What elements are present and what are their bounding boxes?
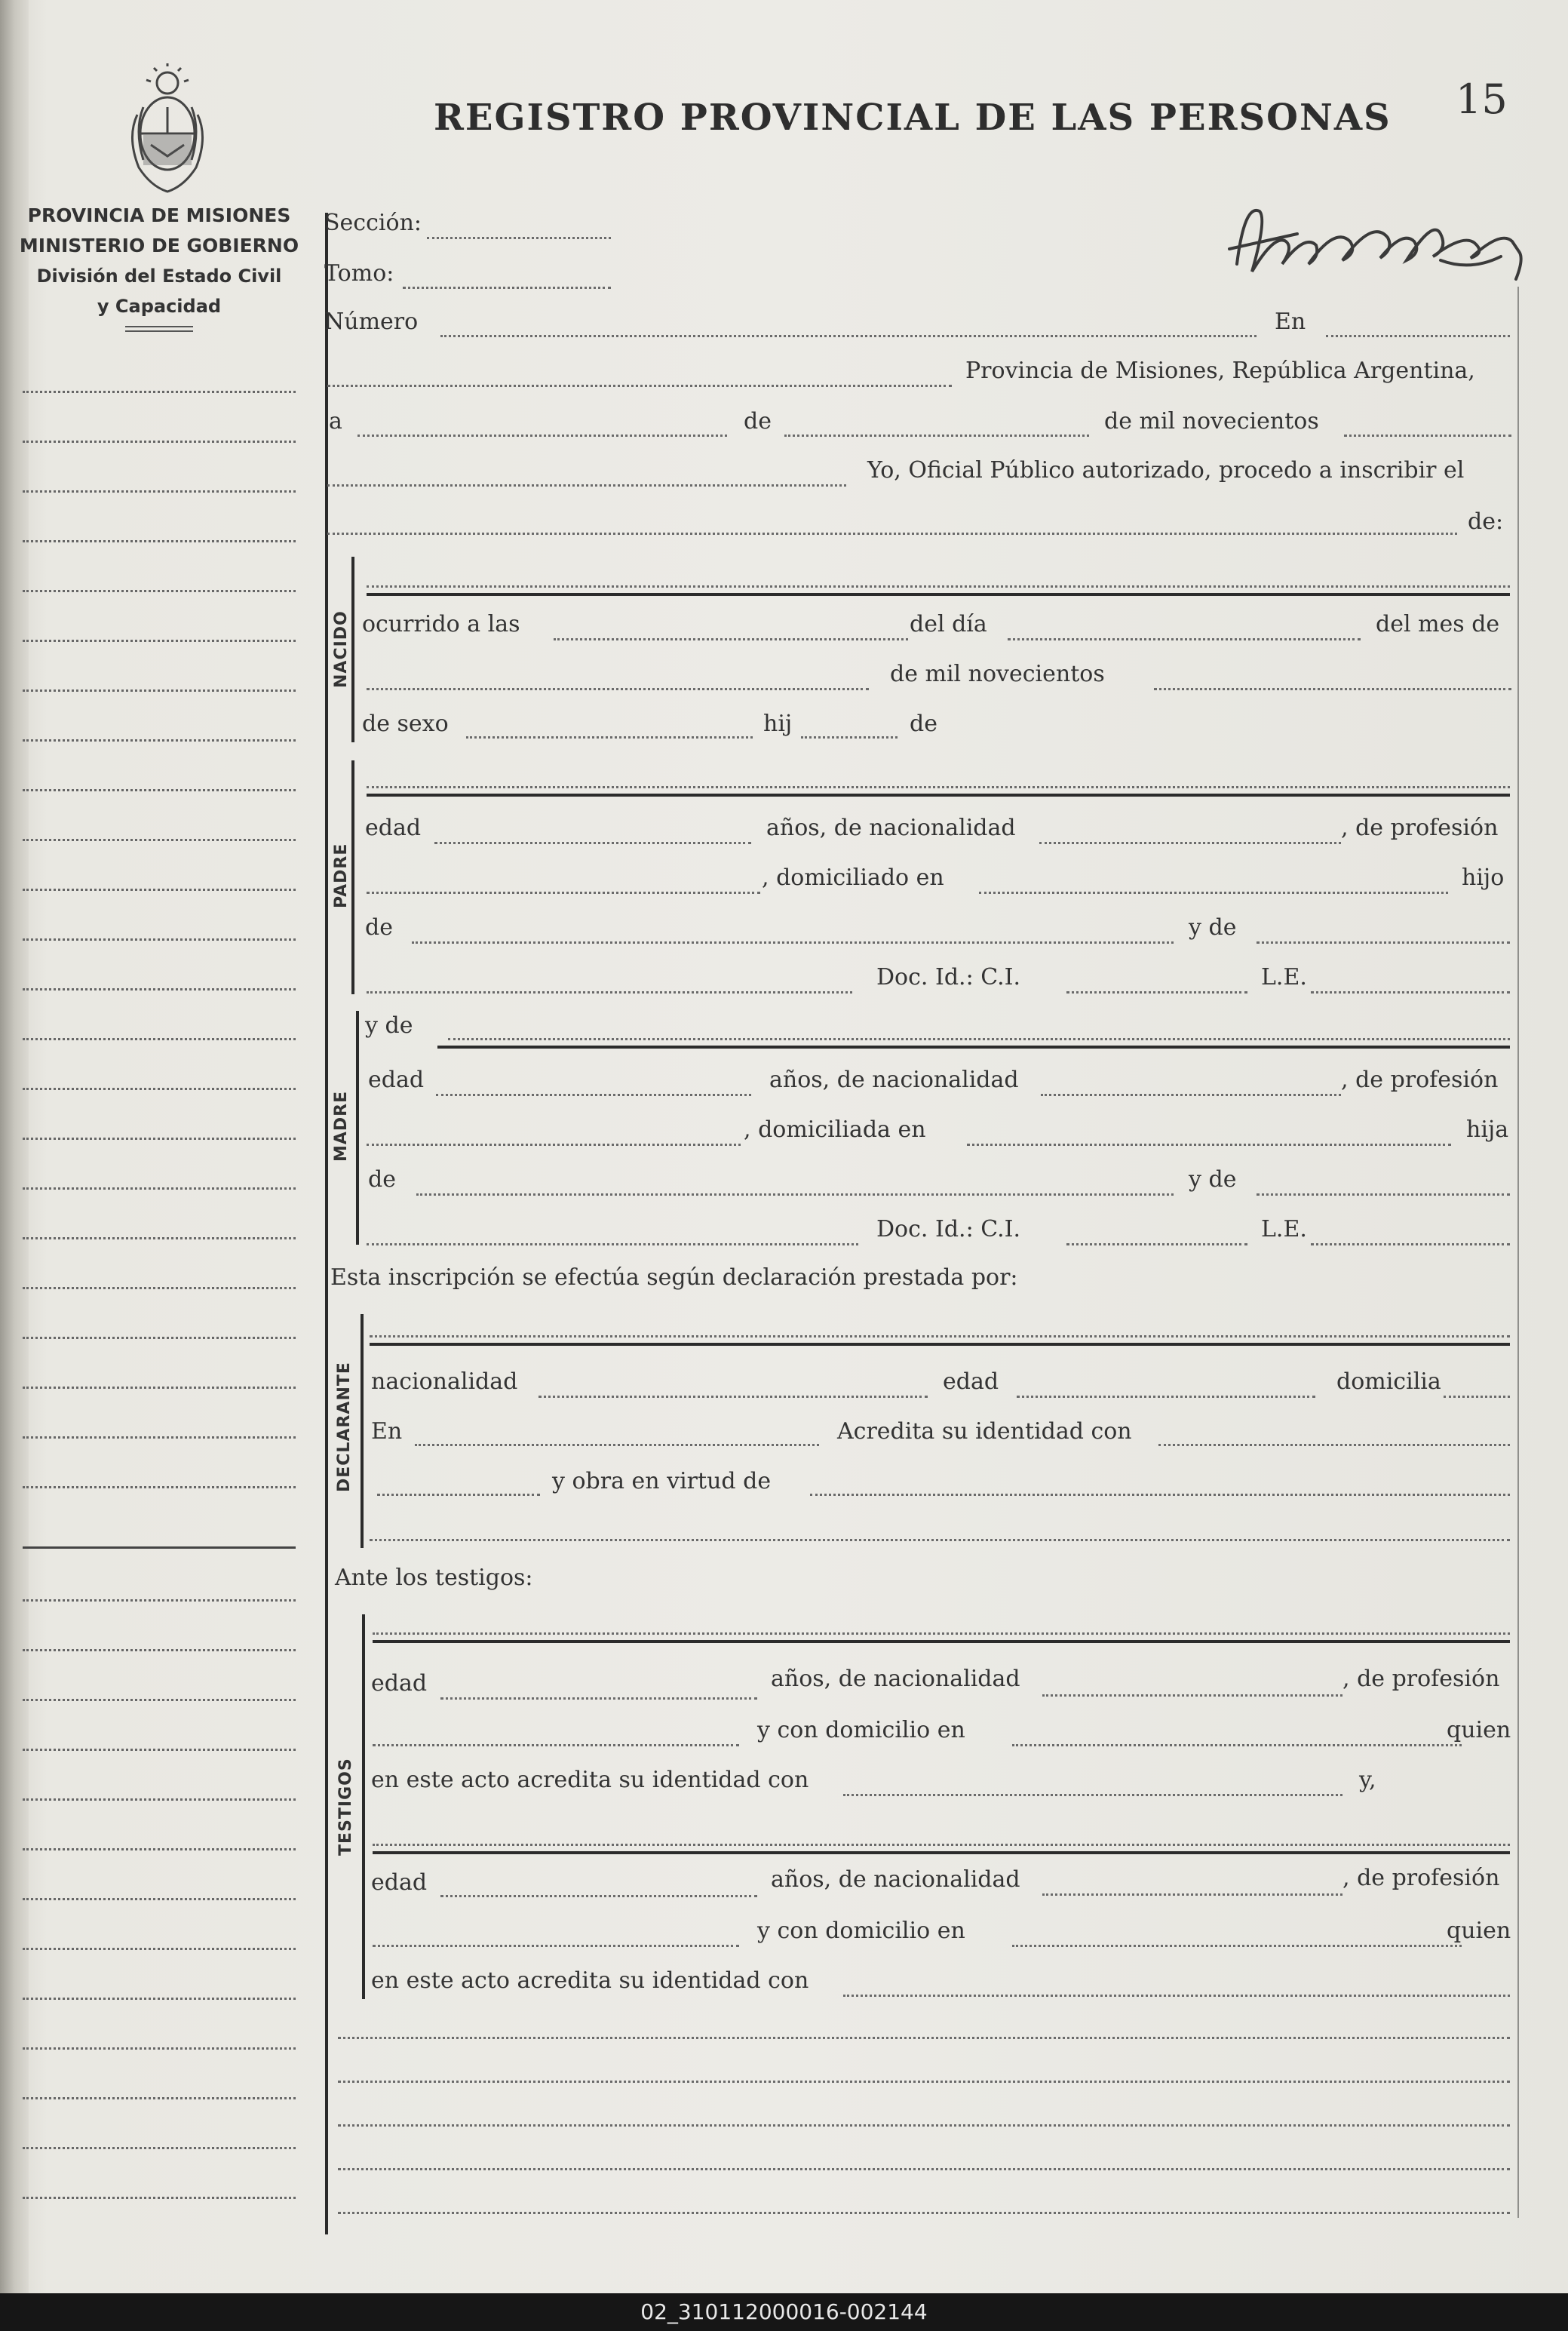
madre-domicilio-label: , domiciliada en	[744, 1116, 926, 1143]
nacido-rule	[367, 593, 1510, 596]
de-mil-novecientos-label: de mil novecientos	[1104, 408, 1319, 435]
scan-identifier: 02_310112000016-002144	[0, 2293, 1568, 2331]
madre-le-field[interactable]	[1311, 1243, 1510, 1245]
testigo2-domicilio-label: y con domicilio en	[757, 1918, 965, 1944]
margin-line	[23, 1798, 296, 1801]
padre-madre-field[interactable]	[1257, 941, 1510, 944]
margin-line	[23, 1898, 296, 1900]
tomo-label: Tomo:	[324, 260, 394, 287]
numero-field[interactable]	[440, 335, 1257, 337]
madre-profesion-label: , de profesión	[1341, 1067, 1499, 1093]
nacimiento-dia-field[interactable]	[1008, 638, 1361, 640]
observaciones-line[interactable]	[338, 2124, 1510, 2127]
padre-section-label: PADRE	[332, 843, 351, 908]
observaciones-line[interactable]	[338, 2212, 1510, 2214]
seccion-label: Sección:	[324, 210, 422, 236]
padre-profesion-field[interactable]	[367, 892, 760, 894]
margin-line	[23, 1088, 296, 1090]
testigo1-edad-field[interactable]	[440, 1697, 757, 1700]
declarante-doc-field-2[interactable]	[377, 1494, 540, 1496]
provincia-label: Provincia de Misiones, República Argentina,	[965, 358, 1475, 384]
esta-inscripcion-label: Esta inscripción se efectúa según declaración prestada por:	[330, 1264, 1018, 1291]
margin-line	[23, 739, 296, 742]
padre-domicilio-field[interactable]	[979, 892, 1448, 894]
padre-doc-field[interactable]	[367, 991, 852, 994]
margin-line	[23, 1599, 296, 1602]
del-mes-label: del mes de	[1376, 611, 1500, 637]
office-line-3: División del Estado Civil	[36, 266, 282, 287]
de-colon-label: de:	[1468, 508, 1504, 535]
office-rule	[125, 326, 193, 332]
padre-ci-field[interactable]	[1066, 991, 1247, 994]
testigo1-profesion-field[interactable]	[373, 1744, 739, 1746]
testigo2-profesion-label: , de profesión	[1342, 1865, 1500, 1891]
declarante-section-label: DECLARANTE	[335, 1362, 354, 1492]
madre-ci-field[interactable]	[1066, 1243, 1247, 1245]
padre-edad-field[interactable]	[434, 842, 751, 844]
observaciones-line[interactable]	[338, 2081, 1510, 2083]
main-vertical-rule	[325, 213, 328, 2234]
lugar-field[interactable]	[327, 385, 952, 387]
madre-nacionalidad-field[interactable]	[1041, 1094, 1341, 1096]
hija-label: hija	[1466, 1116, 1509, 1143]
testigo1-domicilio-label: y con domicilio en	[757, 1717, 965, 1743]
margin-line	[23, 1138, 296, 1140]
del-dia-label: del día	[910, 611, 987, 637]
madre-y-de2-label: y de	[1189, 1166, 1237, 1193]
padre-nacionalidad-field[interactable]	[1039, 842, 1341, 844]
testigo1-rule	[373, 1640, 1510, 1643]
coat-of-arms-icon	[121, 62, 214, 198]
declarante-domicilio-field[interactable]	[415, 1444, 819, 1446]
anio-field[interactable]	[1344, 435, 1511, 437]
testigo2-edad-label: edad	[371, 1869, 428, 1896]
en-field[interactable]	[1326, 335, 1510, 337]
margin-line	[23, 689, 296, 692]
office-line-2: MINISTERIO DE GOBIERNO	[19, 235, 299, 256]
testigo1-acredita-label: en este acto acredita su identidad con	[371, 1767, 809, 1793]
margin-line	[23, 1038, 296, 1040]
margin-line	[23, 938, 296, 941]
testigo1-y-label: y,	[1359, 1767, 1376, 1793]
margin-line	[23, 1749, 296, 1751]
testigos-bracket	[362, 1614, 365, 1999]
declarante-en-label: En	[371, 1418, 403, 1445]
declarante-obra-field[interactable]	[810, 1494, 1510, 1496]
hora-field[interactable]	[554, 638, 908, 640]
margin-line	[23, 640, 296, 642]
margin-line	[23, 988, 296, 990]
testigo2-nacionalidad-field[interactable]	[1042, 1893, 1342, 1896]
testigo1-nacionalidad-label: años, de nacionalidad	[771, 1666, 1020, 1692]
margin-line	[23, 1287, 296, 1289]
margin-line	[23, 391, 296, 393]
inscripcion-field-2[interactable]	[327, 533, 1457, 535]
padre-domicilio-label: , domiciliado en	[762, 865, 944, 891]
declarante-nacionalidad-field[interactable]	[539, 1396, 928, 1398]
testigo1-nombre-field[interactable]	[373, 1632, 1510, 1635]
declarante-edad-field[interactable]	[1017, 1396, 1315, 1398]
margin-line	[23, 1649, 296, 1651]
testigo2-domicilio-field[interactable]	[1012, 1945, 1462, 1947]
folio-number: 15	[1456, 75, 1508, 123]
declarante-bracket	[361, 1314, 364, 1548]
madre-madre-field[interactable]	[1257, 1193, 1510, 1196]
seccion-field[interactable]	[427, 237, 611, 239]
ante-testigos-label: Ante los testigos:	[335, 1565, 533, 1591]
margin-line	[23, 540, 296, 542]
madre-profesion-field[interactable]	[367, 1144, 741, 1146]
declarante-documento-field[interactable]	[1158, 1444, 1510, 1446]
padre-padre-field[interactable]	[412, 941, 1174, 944]
testigo1-domicilio-field[interactable]	[1012, 1744, 1462, 1746]
observaciones-line[interactable]	[338, 2037, 1510, 2039]
hij-label: hij	[763, 711, 793, 737]
margin-line	[23, 1237, 296, 1239]
tomo-field[interactable]	[403, 287, 611, 289]
numero-label: Número	[324, 309, 419, 335]
testigo2-acredita-label: en este acto acredita su identidad con	[371, 1967, 809, 1994]
madre-bracket	[356, 1011, 359, 1245]
padre-profesion-label: , de profesión	[1341, 815, 1499, 841]
nacimiento-mes-field[interactable]	[367, 688, 869, 690]
testigo2-profesion-field[interactable]	[373, 1945, 739, 1947]
padre-nombre-field[interactable]	[367, 786, 1510, 788]
testigos-section-label: TESTIGOS	[336, 1758, 355, 1856]
testigo1-documento-field[interactable]	[843, 1794, 1342, 1796]
padre-edad-label: edad	[365, 815, 422, 841]
ocurrido-label: ocurrido a las	[362, 611, 520, 637]
nacido-section-label: NACIDO	[332, 610, 351, 688]
sexo-label: de sexo	[362, 711, 449, 737]
observaciones-line[interactable]	[338, 2168, 1510, 2170]
madre-nacionalidad-label: años, de nacionalidad	[769, 1067, 1019, 1093]
madre-doc-label: Doc. Id.: C.I.	[876, 1216, 1021, 1242]
margin-line	[23, 1848, 296, 1850]
madre-padres-de-label: de	[368, 1166, 396, 1193]
testigo2-edad-field[interactable]	[440, 1895, 757, 1897]
nacido-bracket	[351, 557, 354, 742]
madre-rule	[437, 1046, 1510, 1049]
declarante-edad-label: edad	[943, 1368, 999, 1395]
nacido-nombre-field[interactable]	[367, 585, 1510, 588]
margin-line	[23, 889, 296, 891]
declarante-rule	[370, 1343, 1510, 1346]
sexo-field[interactable]	[466, 736, 753, 739]
margin-line	[23, 1436, 296, 1439]
margin-line	[23, 1998, 296, 2000]
madre-nombre-field[interactable]	[448, 1038, 1510, 1040]
margin-line	[23, 2097, 296, 2099]
madre-doc-field[interactable]	[367, 1243, 858, 1245]
margin-line	[23, 1546, 296, 1549]
margin-line	[23, 1486, 296, 1488]
page-title: REGISTRO PROVINCIAL DE LAS PERSONAS	[434, 97, 1392, 139]
testigo2-quien-label: quien	[1447, 1918, 1511, 1944]
padre-doc-label: Doc. Id.: C.I.	[876, 964, 1021, 990]
nacimiento-anio-field[interactable]	[1154, 688, 1511, 690]
margin-line	[23, 789, 296, 791]
testigo1-edad-label: edad	[371, 1670, 428, 1697]
domicilia-field[interactable]	[1444, 1396, 1510, 1398]
testigo2-nombre-field[interactable]	[373, 1844, 1510, 1846]
hijo-label: hijo	[1462, 865, 1505, 891]
hij-de-label: de	[910, 711, 937, 737]
madre-edad-label: edad	[368, 1067, 425, 1093]
handwritten-signature	[1214, 189, 1539, 287]
dia-field[interactable]	[357, 435, 727, 437]
margin-line	[23, 1699, 296, 1701]
declarante-nombre-field[interactable]	[370, 1335, 1510, 1337]
domicilia-label: domicilia	[1336, 1368, 1441, 1395]
testigo1-profesion-label: , de profesión	[1342, 1666, 1500, 1692]
yo-oficial-label: Yo, Oficial Público autorizado, procedo a inscribir el	[867, 457, 1465, 484]
margin-line	[23, 2147, 296, 2149]
padre-rule	[367, 794, 1510, 797]
madre-padre-field[interactable]	[416, 1193, 1174, 1196]
issuing-office	[12, 201, 306, 332]
office-line-4: y Capacidad	[97, 296, 222, 317]
y-obra-label: y obra en virtud de	[552, 1468, 772, 1494]
nacido-mil-novecientos-label: de mil novecientos	[890, 661, 1105, 687]
margin-line	[23, 2047, 296, 2050]
padre-le-field[interactable]	[1311, 991, 1510, 994]
margin-line	[23, 490, 296, 493]
office-line-1: PROVINCIA DE MISIONES	[27, 204, 291, 226]
en-label: En	[1275, 309, 1306, 335]
margin-line	[23, 590, 296, 592]
padre-nacionalidad-label: años, de nacionalidad	[766, 815, 1016, 841]
madre-domicilio-field[interactable]	[967, 1144, 1451, 1146]
margin-line	[23, 1387, 296, 1389]
declarante-nacionalidad-label: nacionalidad	[371, 1368, 518, 1395]
madre-edad-field[interactable]	[436, 1094, 751, 1096]
testigo1-nacionalidad-field[interactable]	[1042, 1694, 1342, 1697]
padre-bracket	[351, 760, 354, 994]
margin-line	[23, 2197, 296, 2199]
margin-line	[23, 1948, 296, 1950]
acredita-label: Acredita su identidad con	[837, 1418, 1132, 1445]
margin-line	[23, 441, 296, 443]
mes-field[interactable]	[784, 435, 1089, 437]
testigo2-rule	[373, 1851, 1510, 1854]
testigo2-documento-field[interactable]	[843, 1995, 1510, 1997]
declarante-extra-field[interactable]	[370, 1539, 1510, 1541]
inscripcion-field[interactable]	[327, 484, 846, 487]
margin-line	[23, 1337, 296, 1339]
madre-le-label: L.E.	[1261, 1216, 1307, 1242]
madre-y-de-label: y de	[365, 1012, 413, 1039]
madre-section-label: MADRE	[332, 1090, 351, 1162]
hij-field[interactable]	[801, 736, 898, 739]
margin-line	[23, 1187, 296, 1190]
right-margin-rule	[1517, 287, 1519, 2218]
a-label: a	[329, 408, 342, 435]
de-label: de	[744, 408, 772, 435]
testigo1-quien-label: quien	[1447, 1717, 1511, 1743]
testigo2-nacionalidad-label: años, de nacionalidad	[771, 1866, 1020, 1893]
padre-padres-de-label: de	[365, 914, 393, 941]
padre-le-label: L.E.	[1261, 964, 1307, 990]
padre-y-de-label: y de	[1189, 914, 1237, 941]
margin-line	[23, 839, 296, 841]
